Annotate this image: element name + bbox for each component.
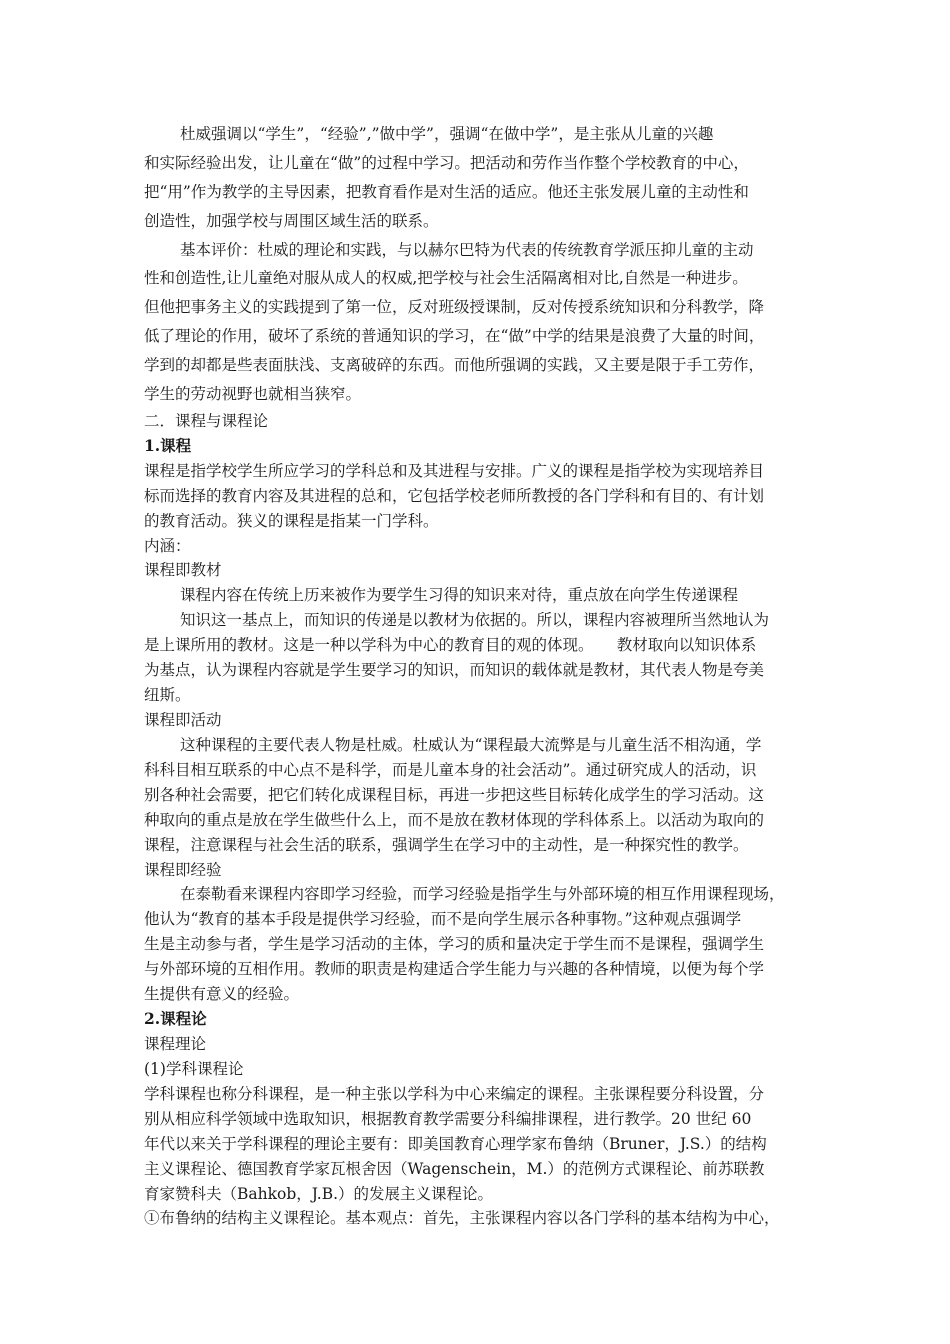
text-line: 种取向的重点是放在学生做些什么上，而不是放在教材体现的学科体系上。以活动为取向的	[144, 811, 765, 829]
text-line: 课程，注意课程与社会生活的联系，强调学生在学习中的主动性，是一种探究性的教学。	[144, 836, 749, 854]
text-line: 纽斯。	[144, 686, 191, 704]
text-line: 基本评价：杜威的理论和实践，与以赫尔巴特为代表的传统教育学派压抑儿童的主动	[180, 241, 754, 259]
text-line: 和实际经验出发，让儿童在“做”的过程中学习。把活动和劳作当作整个学校教育的中心，	[144, 154, 749, 172]
text-line: 知识这一基点上，而知识的传递是以教材为依据的。所以，课程内容被理所当然地认为	[180, 611, 770, 629]
text-line: 的教育活动。狭义的课程是指某一门学科。	[144, 512, 439, 530]
subsection-heading: 2.课程论	[144, 1009, 207, 1028]
text-line: 主义课程论、德国教育学家瓦根舍因（Wagenschein，M.）的范例方式课程论、前苏联教	[144, 1160, 765, 1178]
text-line: 性和创造性,让儿童绝对服从成人的权威,把学校与社会生活隔离相对比,自然是一种进步。	[144, 269, 748, 287]
text-line: 与外部环境的互相作用。教师的职责是构建适合学生能力与兴趣的各种情境，以便为每个学	[144, 960, 765, 978]
item-heading: 课程理论	[144, 1035, 207, 1053]
item-heading: (1)学科课程论	[144, 1060, 244, 1078]
text-line: ①布鲁纳的结构主义课程论。基本观点：首先，主张课程内容以各门学科的基本结构为中心，	[144, 1209, 780, 1227]
text-line: 是上课所用的教材。这是一种以学科为中心的教育目的观的体现。 教材取向以知识体系	[144, 636, 757, 654]
text-line: 这种课程的主要代表人物是杜威。杜威认为“课程最大流弊是与儿童生活不相沟通，学	[180, 736, 762, 754]
item-heading: 课程即教材	[144, 561, 222, 579]
text-line: 课程内容在传统上历来被作为要学生习得的知识来对待，重点放在向学生传递课程	[180, 586, 739, 604]
text-line: 别各种社会需要，把它们转化成课程目标，再进一步把这些目标转化成学生的学习活动。这	[144, 786, 765, 804]
text-line: 生提供有意义的经验。	[144, 985, 300, 1003]
text-line: 学到的却都是些表面肤浅、支离破碎的东西。而他所强调的实践，又主要是限于手工劳作，	[144, 356, 765, 374]
item-heading: 课程即活动	[144, 711, 222, 729]
subsection-heading: 1.课程	[144, 436, 192, 455]
item-heading: 课程即经验	[144, 861, 222, 879]
section-heading: 二．课程与课程论	[144, 412, 269, 430]
text-line: 育家赞科夫（Bahkob，J.B.）的发展主义课程论。	[144, 1185, 494, 1203]
text-line: 他认为“教育的基本手段是提供学习经验，而不是向学生展示各种事物。”这种观点强调学	[144, 910, 742, 928]
text-line: 年代以来关于学科课程的理论主要有：即美国教育心理学家布鲁纳（Bruner，J.S.）的结构	[144, 1135, 767, 1153]
text-line: 学科课程也称分科课程，是一种主张以学科为中心来编定的课程。主张课程要分科设置，分	[144, 1085, 765, 1103]
text-line: 别从相应科学领域中选取知识，根据教育教学需要分科编排课程，进行教学。20 世纪 60	[144, 1110, 752, 1128]
text-line: 低了理论的作用，破坏了系统的普通知识的学习，在“做”中学的结果是浪费了大量的时间，	[144, 327, 765, 345]
text-line: 学生的劳动视野也就相当狭窄。	[144, 385, 362, 403]
text-line: 为基点，认为课程内容就是学生要学习的知识，而知识的载体就是教材，其代表人物是夸美	[144, 661, 765, 679]
text-line: 标而选择的教育内容及其进程的总和，它包括学校老师所教授的各门学科和有目的、有计划	[144, 487, 765, 505]
label-line: 内涵：	[144, 537, 191, 555]
text-line: 但他把事务主义的实践提到了第一位，反对班级授课制，反对传授系统知识和分科教学，降	[144, 298, 765, 316]
text-line: 创造性，加强学校与周围区域生活的联系。	[144, 212, 439, 230]
text-line: 科科目相互联系的中心点不是科学，而是儿童本身的社会活动”。通过研究成人的活动，识	[144, 761, 757, 779]
text-line: 把“用”作为教学的主导因素，把教育看作是对生活的适应。他还主张发展儿童的主动性和	[144, 183, 749, 201]
text-line: 杜威强调以“学生”，“经验”,”做中学”，强调“在做中学”，是主张从儿童的兴趣	[180, 125, 714, 143]
text-line: 课程是指学校学生所应学习的学科总和及其进程与安排。广义的课程是指学校为实现培养目	[144, 462, 765, 480]
text-line: 在泰勒看来课程内容即学习经验，而学习经验是指学生与外部环境的相互作用课程现场，	[180, 885, 785, 903]
text-line: 生是主动参与者，学生是学习活动的主体，学习的质和量决定于学生而不是课程，强调学生	[144, 935, 765, 953]
